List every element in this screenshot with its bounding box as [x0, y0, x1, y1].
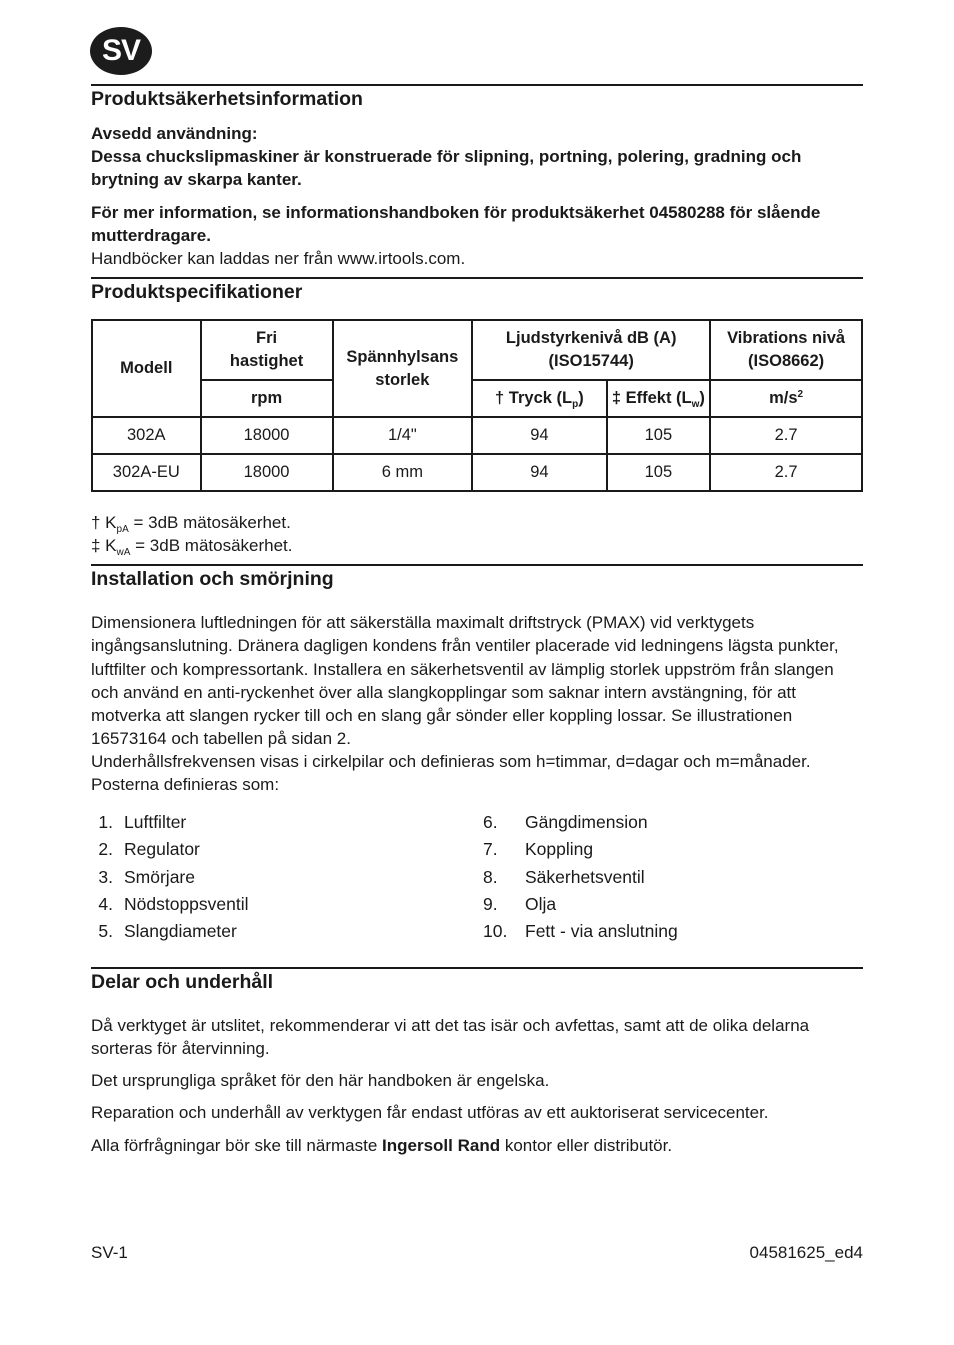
list-number: 8. — [483, 866, 498, 887]
cell-vibration: 2.7 — [710, 454, 862, 491]
list-item — [483, 891, 863, 918]
list-text: Gängdimension — [525, 812, 648, 832]
parts-heading: Delar och underhåll — [91, 971, 274, 993]
download-text: Handböcker kan laddas ner från www.irtools.com. — [91, 249, 466, 268]
cell-model: 302A-EU — [92, 454, 201, 491]
cell-chuck: 6 mm — [333, 454, 473, 491]
power-sub: w — [691, 399, 700, 410]
list-text: Luftfilter — [124, 812, 187, 832]
col-chuck-label: Spännhylsans storlek — [346, 347, 459, 389]
list-item — [483, 836, 863, 863]
list-text: Fett - via anslutning — [525, 921, 678, 942]
list-text: Olja — [525, 893, 557, 914]
list-item — [483, 918, 863, 945]
col-speed-header — [201, 320, 333, 380]
power-suffix: ) — [699, 389, 705, 407]
parts-p3: Reparation och underhåll av verktygen får endast utföras av ett auktoriserat servicecenter. — [91, 1103, 769, 1122]
cell-vibration: 2.7 — [710, 417, 862, 454]
unit-pressure — [472, 380, 606, 417]
cell-chuck: 1/4" — [333, 417, 473, 454]
section-divider — [91, 564, 863, 566]
list-item — [80, 864, 460, 891]
cell-model: 302A — [92, 417, 201, 454]
note1-text: = 3dB mätosäkerhet. — [128, 513, 291, 532]
cell-speed: 18000 — [201, 417, 333, 454]
list-item — [80, 891, 460, 918]
unit-power — [607, 380, 711, 417]
list-item — [80, 836, 460, 863]
list-number: 1. — [98, 812, 113, 832]
unit-vibration — [710, 380, 862, 417]
footnote-pressure — [91, 511, 863, 534]
unit-speed: rpm — [201, 380, 333, 417]
list-number: 3. — [98, 866, 113, 887]
page-number: SV-1 — [91, 1243, 128, 1262]
safety-heading: Produktsäkerhetsinformation — [91, 88, 363, 110]
col-model-header: Modell — [92, 320, 201, 417]
col-vib-header — [710, 320, 862, 380]
install-heading: Installation och smörjning — [91, 568, 334, 590]
language-badge: SV — [90, 27, 152, 75]
list-text: Smörjare — [124, 866, 195, 887]
note2-sub: wA — [116, 547, 131, 558]
footnote-power — [91, 534, 863, 557]
power-prefix: ‡ Effekt (L — [611, 389, 692, 407]
parts-p4-end: kontor eller distributör. — [500, 1136, 673, 1155]
pressure-prefix: † Tryck (L — [495, 389, 573, 407]
more-info-text: För mer information, se informationshandboken för produktsäkerhet 04580288 för slående mutterdragare. — [91, 203, 821, 246]
list-text: Säkerhetsventil — [525, 866, 645, 887]
pressure-suffix: ) — [578, 389, 584, 407]
list-right — [483, 809, 863, 945]
brand-name: Ingersoll Rand — [382, 1136, 501, 1155]
list-number: 7. — [483, 839, 498, 860]
list-text: Slangdiameter — [124, 921, 237, 942]
col-speed-label: Fri hastighet — [229, 329, 304, 370]
parts-p1: Då verktyget är utslitet, rekommenderar vi att det tas isär och avfettas, samt att de olika delarna sorteras för återvinning. — [91, 1016, 810, 1059]
list-number: 2. — [98, 839, 113, 860]
list-left — [80, 809, 460, 945]
list-number: 4. — [98, 893, 113, 914]
install-freq: Underhållsfrekvensen visas i cirkelpilar och definieras som h=timmar, d=dagar och m=månader. Posterna definieras som: — [91, 752, 811, 795]
spec-table — [91, 319, 863, 492]
col-sound-header — [472, 320, 710, 380]
install-body: Dimensionera luftledningen för att säkerställa maximalt driftstryck (PMAX) vid verktygets ingångsanslutning. Dränera dagligen kondens från ventiler placerade vid ledningens lägsta punkter, luftfilter och kompressortank. Installera en säkerhetsventil av lämplig storlek uppström från slangen och använd en anti-ryckenhet över alla slangkopplingar som saknar intern avstängning, för att motverka att slangen rycker till och en slang går sönder eller koppling lossar. Se illustrationen 16573164 och tabellen på sidan 2. — [91, 613, 839, 749]
table-row — [92, 417, 862, 454]
note1-prefix: † K — [91, 513, 117, 532]
list-number: 5. — [98, 921, 113, 942]
list-text: Nödstoppsventil — [124, 893, 249, 914]
cell-speed: 18000 — [201, 454, 333, 491]
pressure-sub: p — [572, 399, 579, 410]
list-item — [483, 864, 863, 891]
list-item — [483, 809, 863, 836]
cell-power: 105 — [607, 454, 711, 491]
intended-use-label: Avsedd användning: — [91, 124, 258, 143]
table-row — [92, 454, 862, 491]
list-number: 9. — [483, 893, 498, 914]
parts-p4 — [91, 1134, 863, 1157]
vib-unit-exp: 2 — [797, 389, 804, 400]
list-number: 6. — [483, 812, 498, 832]
cell-power: 105 — [607, 417, 711, 454]
parts-p4-start: Alla förfrågningar bör ske till närmaste — [91, 1136, 383, 1155]
section-divider — [91, 84, 863, 86]
note2-text: = 3dB mätosäkerhet. — [130, 536, 293, 555]
list-text: Regulator — [124, 839, 200, 860]
col-sound-label: Ljudstyrkenivå dB (A) (ISO15744) — [505, 329, 677, 370]
document-number: 04581625_ed4 — [749, 1243, 863, 1262]
intended-use-text: Dessa chuckslipmaskiner är konstruerade för slipning, portning, polering, gradning och brytning av skarpa kanter. — [91, 147, 802, 190]
note2-prefix: ‡ K — [91, 536, 117, 555]
parts-p2: Det ursprungliga språket för den här handboken är engelska. — [91, 1071, 550, 1090]
list-item — [80, 809, 460, 836]
list-text: Koppling — [525, 839, 594, 860]
col-vib-label: Vibrations nivå (ISO8662) — [727, 329, 846, 370]
col-chuck-header — [333, 320, 473, 417]
cell-pressure: 94 — [472, 417, 606, 454]
section-divider — [91, 967, 863, 969]
cell-pressure: 94 — [472, 454, 606, 491]
list-number: 10. — [483, 921, 508, 942]
specs-heading: Produktspecifikationer — [91, 281, 303, 303]
list-item — [80, 918, 460, 945]
section-divider — [91, 277, 863, 279]
vib-unit-base: m/s — [769, 389, 798, 407]
note1-sub: pA — [116, 524, 129, 535]
